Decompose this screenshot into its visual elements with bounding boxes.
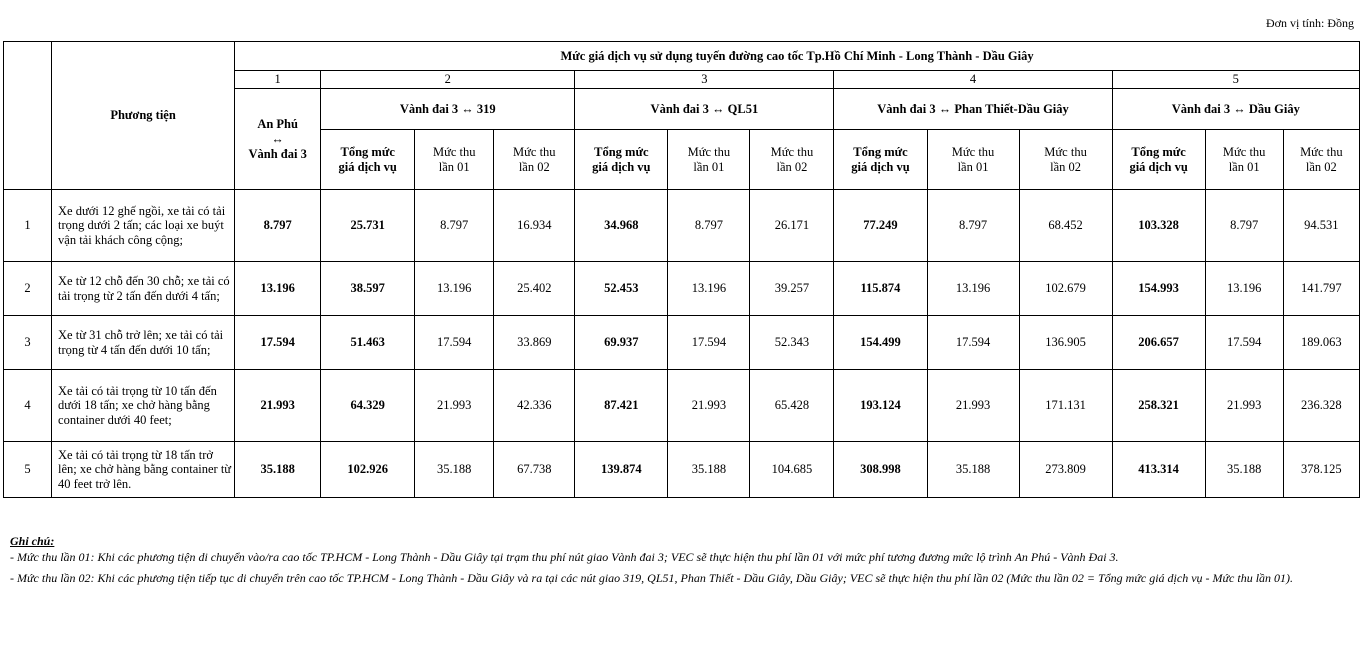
value-total: 34.968 [575,190,668,262]
vehicle-type: Xe từ 31 chỗ trở lên; xe tải có tải trọng từ 4 tấn đến dưới 10 tấn; [52,316,235,370]
subheader-fee-02: Mức thu lần 02 [494,130,575,190]
value-fee-01: 21.993 [668,370,750,442]
value-fee-02: 104.685 [750,442,834,498]
value-total: 413.314 [1112,442,1205,498]
notes-title: Ghi chú: [10,534,55,548]
vehicle-type: Xe tải có tải trọng từ 10 tấn đến dưới 18 tấn; xe chở hàng bằng container dưới 40 feet; [52,370,235,442]
value-fee-02: 52.343 [750,316,834,370]
value-fee-02: 16.934 [494,190,575,262]
route-phan-thiet-dau-giay: Vành đai 3 ↔ Phan Thiết-Dầu Giây [834,89,1112,130]
subheader-fee-02: Mức thu lần 02 [750,130,834,190]
subheader-total: Tổng mức giá dịch vụ [834,130,927,190]
value-fee-01: 17.594 [668,316,750,370]
value-fee-01: 21.993 [1205,370,1283,442]
value-fee-02: 236.328 [1283,370,1359,442]
vehicle-type: Xe tải có tải trọng từ 18 tấn trở lên; xe chở hàng bằng container từ 40 feet trở lên. [52,442,235,498]
value-total: 115.874 [834,262,927,316]
value-an-phu: 13.196 [235,262,321,316]
row-number: 3 [4,316,52,370]
unit-label: Đơn vị tính: Đồng [1265,16,1354,30]
value-total: 258.321 [1112,370,1205,442]
value-an-phu: 17.594 [235,316,321,370]
value-fee-02: 378.125 [1283,442,1359,498]
value-fee-01: 13.196 [1205,262,1283,316]
value-fee-01: 35.188 [927,442,1019,498]
table-row [4,442,1360,498]
value-total: 25.731 [321,190,415,262]
value-an-phu: 21.993 [235,370,321,442]
value-fee-01: 35.188 [415,442,494,498]
value-fee-01: 35.188 [668,442,750,498]
value-fee-01: 21.993 [415,370,494,442]
value-fee-02: 94.531 [1283,190,1359,262]
route-an-phu-vanh-dai-3 [235,89,321,190]
subheader-fee-01: Mức thu lần 01 [668,130,750,190]
value-total: 103.328 [1112,190,1205,262]
subheader-fee-01: Mức thu lần 01 [1205,130,1283,190]
subheader-fee-01: Mức thu lần 01 [927,130,1019,190]
value-total: 38.597 [321,262,415,316]
value-fee-02: 39.257 [750,262,834,316]
table-title: Mức giá dịch vụ sử dụng tuyến đường cao tốc Tp.Hồ Chí Minh - Long Thành - Dầu Giây [235,42,1360,71]
subheader-total: Tổng mức giá dịch vụ [1112,130,1205,190]
value-fee-02: 42.336 [494,370,575,442]
value-fee-02: 26.171 [750,190,834,262]
value-total: 308.998 [834,442,927,498]
row-number: 5 [4,442,52,498]
value-total: 154.499 [834,316,927,370]
value-fee-02: 102.679 [1019,262,1112,316]
value-fee-02: 33.869 [494,316,575,370]
row-number: 2 [4,262,52,316]
value-fee-01: 8.797 [668,190,750,262]
vehicle-type: Xe từ 12 chỗ đến 30 chỗ; xe tải có tải trọng từ 2 tấn đến dưới 4 tấn; [52,262,235,316]
value-an-phu: 35.188 [235,442,321,498]
col-number-2: 2 [321,71,575,89]
value-total: 154.993 [1112,262,1205,316]
value-fee-02: 25.402 [494,262,575,316]
subheader-fee-02: Mức thu lần 02 [1283,130,1359,190]
value-fee-02: 189.063 [1283,316,1359,370]
fee-table [3,41,1360,498]
value-fee-01: 17.594 [1205,316,1283,370]
value-fee-02: 68.452 [1019,190,1112,262]
table-row [4,370,1360,442]
route1-arrow: ↔ [271,131,284,146]
value-fee-02: 65.428 [750,370,834,442]
value-fee-01: 8.797 [1205,190,1283,262]
col-number-3: 3 [575,71,834,89]
value-total: 52.453 [575,262,668,316]
col-number-1: 1 [235,71,321,89]
subheader-fee-01: Mức thu lần 01 [415,130,494,190]
value-fee-01: 8.797 [415,190,494,262]
col-number-5: 5 [1112,71,1359,89]
value-total: 64.329 [321,370,415,442]
table-body [4,190,1360,498]
value-total: 193.124 [834,370,927,442]
row-number: 1 [4,190,52,262]
subheader-fee-02: Mức thu lần 02 [1019,130,1112,190]
subheader-total: Tổng mức giá dịch vụ [321,130,415,190]
header-row-title [4,42,1360,71]
value-total: 51.463 [321,316,415,370]
value-total: 139.874 [575,442,668,498]
value-fee-02: 67.738 [494,442,575,498]
value-total: 69.937 [575,316,668,370]
col-number-4: 4 [834,71,1112,89]
table-row [4,262,1360,316]
value-fee-02: 273.809 [1019,442,1112,498]
value-fee-02: 141.797 [1283,262,1359,316]
table-row [4,190,1360,262]
table-row [4,316,1360,370]
vehicle-header: Phương tiện [52,42,235,190]
value-fee-01: 21.993 [927,370,1019,442]
route-319: Vành đai 3 ↔ 319 [321,89,575,130]
vehicle-type: Xe dưới 12 ghế ngồi, xe tải có tải trọng dưới 2 tấn; các loại xe buýt vận tải khách công cộng; [52,190,235,262]
value-fee-02: 171.131 [1019,370,1112,442]
notes [10,533,1355,586]
value-total: 77.249 [834,190,927,262]
route-ql51: Vành đai 3 ↔ QL51 [575,89,834,130]
value-total: 206.657 [1112,316,1205,370]
value-fee-02: 136.905 [1019,316,1112,370]
note-fee-02: - Mức thu lần 02: Khi các phương tiện tiếp tục di chuyển trên cao tốc TP.HCM - Long Thành - Dầu Giây và ra tại các nút giao 319, QL51, Phan Thiết - Dầu Giây, Dầu Giây; VEC sẽ thực hiện thu phí lần 02 (Mức thu lần 02 = Tổng mức giá dịch vụ - Mức thu lần 01). [10,571,1294,585]
value-fee-01: 17.594 [927,316,1019,370]
value-fee-01: 17.594 [415,316,494,370]
note-fee-01: - Mức thu lần 01: Khi các phương tiện di chuyển vào/ra cao tốc TP.HCM - Long Thành - Dầu Giây tại trạm thu phí nút giao Vành đai 3; VEC sẽ thực hiện thu phí lần 01 với mức phí tương đương mức lộ trình An Phú - Vành Đai 3. [10,550,1119,564]
value-fee-01: 13.196 [927,262,1019,316]
value-fee-01: 8.797 [927,190,1019,262]
value-fee-01: 13.196 [415,262,494,316]
value-total: 87.421 [575,370,668,442]
route1-line1: An Phú [257,116,298,131]
value-fee-01: 13.196 [668,262,750,316]
row-number: 4 [4,370,52,442]
value-total: 102.926 [321,442,415,498]
value-an-phu: 8.797 [235,190,321,262]
route-dau-giay: Vành đai 3 ↔ Dầu Giây [1112,89,1359,130]
subheader-total: Tổng mức giá dịch vụ [575,130,668,190]
row-number-header [4,42,52,190]
route1-line2: Vành đai 3 [248,146,307,161]
value-fee-01: 35.188 [1205,442,1283,498]
